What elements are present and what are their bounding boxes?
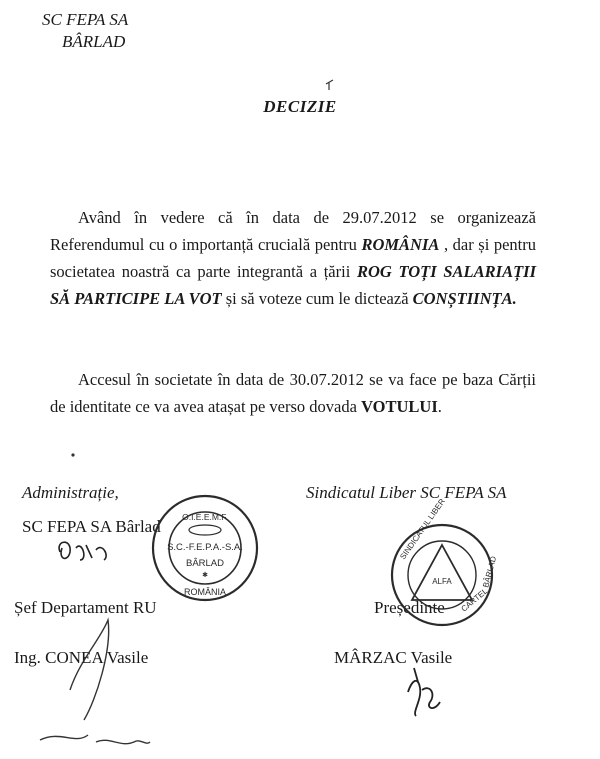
svg-text:SINDICATUL LIBER: SINDICATUL LIBER xyxy=(398,496,447,562)
left-signature-role: Administrație, xyxy=(22,483,119,502)
svg-text:✱: ✱ xyxy=(202,571,208,579)
right-signature-role: Președinte xyxy=(374,598,445,617)
paragraph-1-text-c: și să voteze cum le dictează xyxy=(221,289,413,308)
right-signature-name: MÂRZAC Vasile xyxy=(334,648,453,667)
svg-text:S.C.-F.E.P.A.-S.A.: S.C.-F.E.P.A.-S.A. xyxy=(167,542,243,553)
document-title: DECIZIE xyxy=(263,97,337,116)
paragraph-1-text-b: , dar și pentru societatea noastră ca parte integrantă a țării xyxy=(50,235,536,281)
left-initials-signature-icon xyxy=(59,542,106,560)
paragraph-1-text-a: Având în vedere că în data de 29.07.2012 se organizează Referendumul cu o importanță crucială pentru xyxy=(50,208,536,254)
paragraph-1-bold-romania: ROMÂNIA xyxy=(361,235,440,254)
svg-text:CARTEL: CARTEL xyxy=(459,586,490,614)
header-company: SC FEPA SA xyxy=(42,10,129,29)
svg-text:O.I.E.E.M.F.: O.I.E.E.M.F. xyxy=(182,512,228,522)
svg-text:BÂRLAD: BÂRLAD xyxy=(185,558,225,569)
paragraph-2-bold-vote: VOTULUI xyxy=(361,397,438,416)
right-signature-org: Sindicatul Liber SC FEPA SA xyxy=(306,483,507,502)
svg-text:ROMÂNIA: ROMÂNIA xyxy=(183,587,227,597)
right-stamp-icon xyxy=(392,497,498,625)
header-city: BÂRLAD xyxy=(62,32,126,51)
svg-text:ALFA: ALFA xyxy=(432,577,452,586)
left-stamp-icon xyxy=(153,496,257,600)
left-signature-company: SC FEPA SA Bârlad xyxy=(22,517,161,536)
svg-text:BÂRLAD: BÂRLAD xyxy=(481,555,499,589)
paragraph-2-text-b: . xyxy=(437,397,442,416)
left-signature-name: Ing. CONEA Vasile xyxy=(14,648,149,667)
paragraph-1-bold-request: ROG TOȚI SALARIAȚII SĂ PARTICIPE LA VOT xyxy=(50,262,536,308)
left-signature-department: Șef Departament RU xyxy=(14,598,157,617)
right-signature-icon xyxy=(408,668,440,716)
paragraph-1-bold-conscience: CONȘTIINȚA. xyxy=(412,289,517,308)
paragraph-2-text-a: Accesul în societate în data de 30.07.2012 se va face pe baza Cărții de identitate ce va avea atașat pe verso dovada xyxy=(50,370,536,416)
left-signature-icon xyxy=(40,620,150,744)
